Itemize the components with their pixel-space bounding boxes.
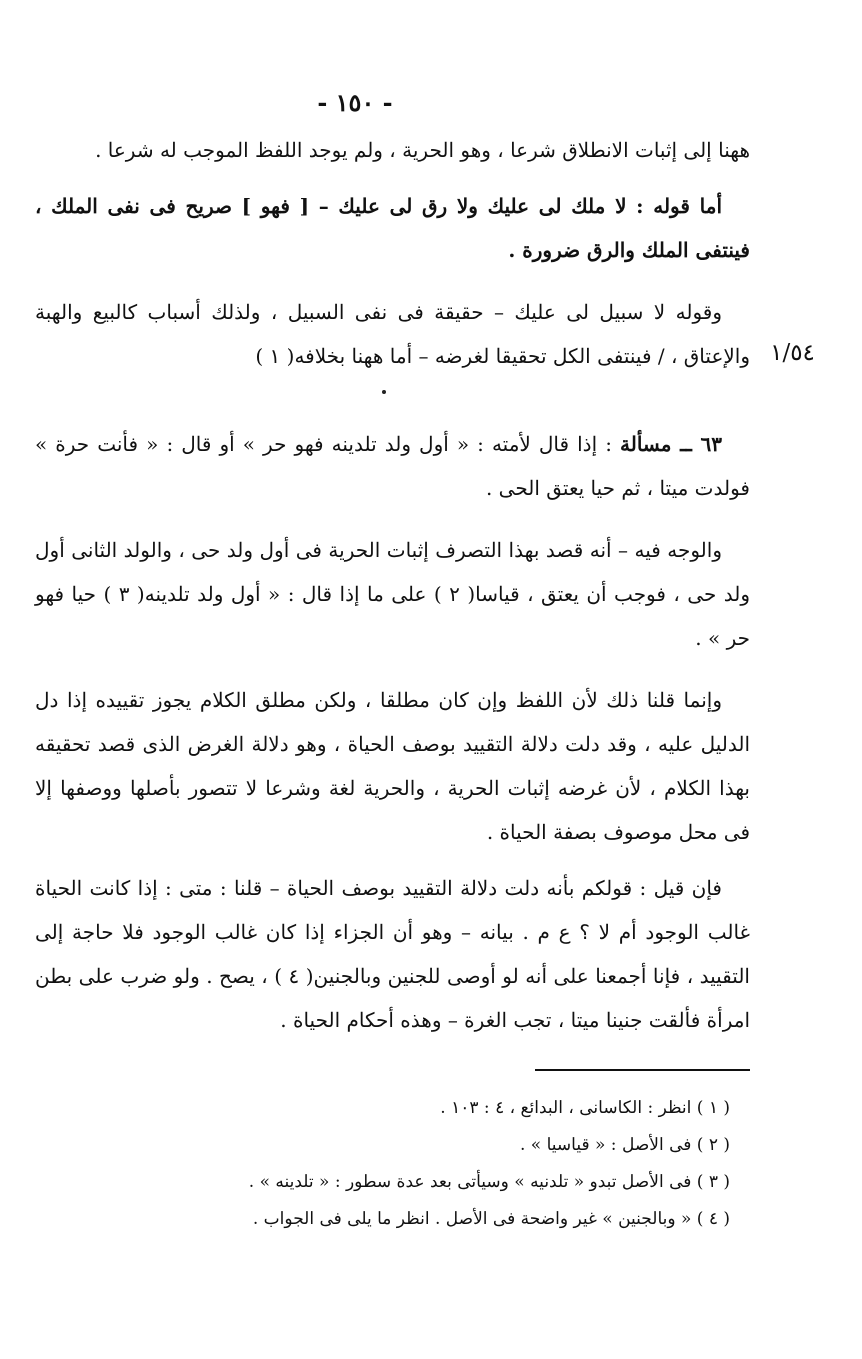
paragraph-5: والوجه فيه – أنه قصد بهذا التصرف إثبات الحرية فى أول ولد حى ، والولد الثانى أول ولد حى ، فوجب أن يعتق ، قياسا( ٢ ) على ما إذا قال : « أول ولد تلدينه( ٣ ) حيا فهو حر » . xyxy=(35,538,751,650)
paragraph-4-masala xyxy=(35,422,750,510)
footnote-2: ( ٢ ) فى الأصل : « قياسيا » . xyxy=(520,1135,730,1155)
paragraph-7: فإن قيل : قولكم بأنه دلت دلالة التقييد بوصف الحياة – قلنا : متى : إذا كانت الحياة غالب الوجود أم لا ؟ ع م . بيانه – وهو أن الجزاء إذا كان غالب الوجود فلا حاجة إلى التقييد ، فإنا أجمعنا على أنه لو أوصى للجنين وبالجنين( ٤ ) ، يصح . ولو ضرب على بطن امرأة فألقت جنينا ميتا ، تجب الغرة – وهذه أحكام الحياة . xyxy=(35,876,750,1032)
margin-folio-reference: ١/٥٤ xyxy=(770,340,815,366)
page-number: - ١٥٠ - xyxy=(317,88,393,117)
paragraph-1: ههنا إلى إثبات الانطلاق شرعا ، وهو الحرية ، ولم يوجد اللفظ الموجب له شرعا . xyxy=(95,138,750,162)
footnote-divider xyxy=(535,1069,750,1071)
paragraph-2: أما قوله : لا ملك لى عليك ولا رق لى عليك – [ فهو ] صريح فى نفى الملك ، فينتفى الملك والرق ضرورة . xyxy=(35,194,750,262)
footnote-1: ( ١ ) انظر : الكاسانى ، البدائع ، ٤ : ١٠٣ . xyxy=(440,1098,730,1118)
footnote-4: ( ٤ ) « وبالجنين » غير واضحة فى الأصل . انظر ما يلى فى الجواب . xyxy=(252,1209,730,1229)
body-text xyxy=(35,128,750,1042)
masala-text: : إذا قال لأمته : « أول ولد تلدينه فهو حر » أو قال : « فأنت حرة » فولدت ميتا ، ثم حيا يعتق الحى . xyxy=(35,432,750,500)
footnote-3: ( ٣ ) فى الأصل تبدو « تلدنيه » وسيأتى بعد عدة سطور : « تلدينه » . xyxy=(248,1172,730,1192)
footnotes xyxy=(120,1090,730,1238)
masala-heading: ٦٣ ــ مسألة xyxy=(620,432,723,456)
paragraph-6: وإنما قلنا ذلك لأن اللفظ وإن كان مطلقا ، ولكن مطلق الكلام يجوز تقييده إذا دل الدليل عليه ، وقد دلت دلالة التقييد بوصف الحياة ، وهو دلالة الغرض الذى قصد تحقيقه بهذا الكلام ، لأن غرضه إثبات الحرية ، والحرية لغة وشرعا لا تتصور بأصلها ووصفها إلا فى محل موصوف بصفة الحياة . xyxy=(35,688,750,844)
paragraph-3: وقوله لا سبيل لى عليك – حقيقة فى نفى السبيل ، ولذلك أسباب كالبيع والهبة والإعتاق ، / فينتفى الكل تحقيقا لغرضه – أما ههنا بخلافه( ١ ) xyxy=(35,300,750,368)
